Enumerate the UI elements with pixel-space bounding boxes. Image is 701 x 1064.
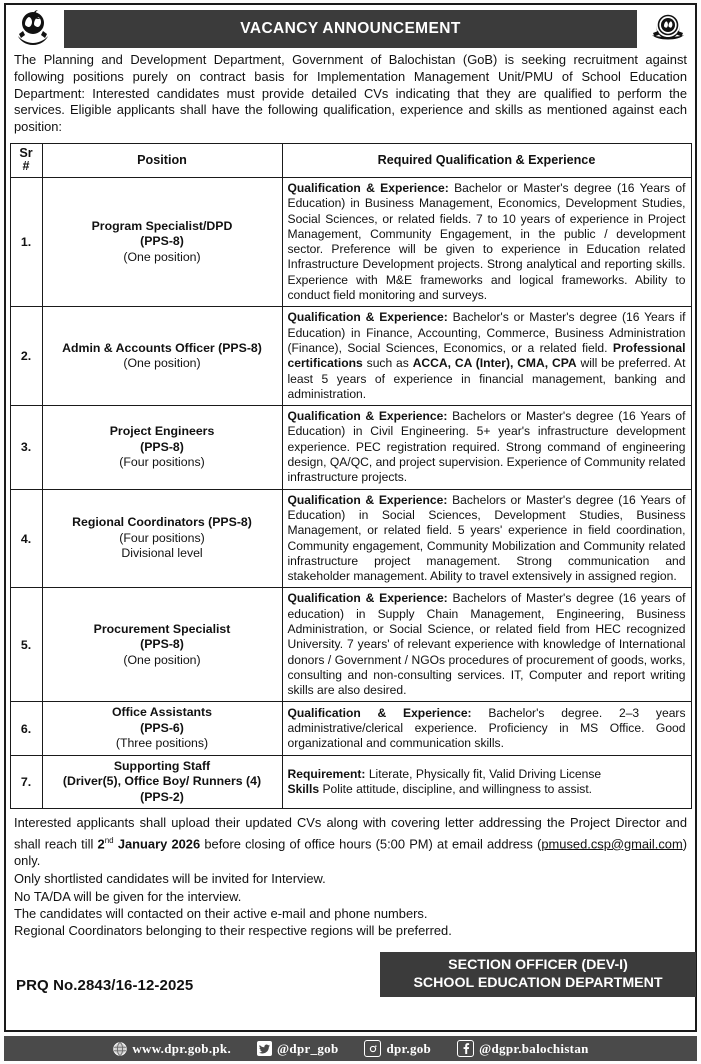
document-frame bbox=[4, 3, 697, 1032]
row-serial: 3. bbox=[10, 406, 42, 489]
requirement-text: Bachelors or Master's degree (16 Years of Education) in Civil Engineering. 5+ year's infrastructure development experience. PEC registration required. Strong command of engineering design, QA/QC, and project supervision. Experience of Community related infrastructure projects. bbox=[287, 409, 686, 485]
position-grade: (Driver(5), Office Boy/ Runners (4) bbox=[62, 774, 262, 789]
sr-header-line2: # bbox=[22, 159, 30, 174]
row-requirement bbox=[282, 406, 691, 489]
requirement-text: Bachelor's degree. 2–3 years administrative/clerical experience. Proficiency in MS Office. Good organizational and communication skills. bbox=[287, 705, 686, 751]
column-header-sr bbox=[10, 143, 42, 177]
facebook-label: @dgpr.balochistan bbox=[479, 1040, 589, 1056]
header bbox=[6, 5, 695, 51]
sr-header-line1: Sr bbox=[19, 145, 33, 160]
row-serial: 1. bbox=[10, 177, 42, 306]
note-line: Regional Coordinators belonging to their respective regions will be preferred. bbox=[14, 923, 452, 938]
position-count: (PPS-2) bbox=[140, 789, 184, 804]
government-of-pakistan-emblem bbox=[12, 8, 54, 50]
table-row bbox=[10, 588, 691, 702]
requirement-text: Bachelors of Master's degree (16 years of education) in Supply Chain Management, Engineering, Business Administration, or Social Science, or related field from HEC recognized University. 7 years' of relevant experience with knowledge of International donors / Government / NGOs procedures of procurement of goods, works, consulting and non-consulting services. IT, Computer and report writing skills are also desired. bbox=[287, 591, 686, 698]
deadline-day: 2 bbox=[97, 835, 105, 851]
social-link-facebook[interactable] bbox=[444, 1040, 602, 1057]
position-grade: (PPS-8) bbox=[140, 637, 184, 652]
position-title: Regional Coordinators (PPS-8) bbox=[72, 515, 252, 530]
page-title-banner: VACANCY ANNOUNCEMENT bbox=[64, 10, 637, 48]
contact-email[interactable]: pmused.csp@gmail.com bbox=[541, 835, 683, 851]
deadline-text-part1: Interested applicants shall upload their updated CVs along with covering letter addressing the Project Director and shall reach till bbox=[14, 815, 687, 851]
requirement-label: Qualification & Experience: bbox=[287, 310, 448, 325]
note-line: No TA/DA will be given for the interview. bbox=[14, 888, 242, 904]
row-requirement bbox=[282, 489, 691, 588]
column-header-position: Position bbox=[42, 143, 282, 177]
position-grade: (PPS-6) bbox=[140, 720, 184, 735]
row-position bbox=[42, 702, 282, 756]
requirement-text: Literate, Physically fit, Valid Driving License bbox=[365, 766, 602, 781]
social-media-bar bbox=[4, 1036, 697, 1061]
column-header-requirement: Required Qualification & Experience bbox=[282, 143, 691, 177]
issuing-officer-box bbox=[380, 952, 696, 997]
government-of-balochistan-emblem bbox=[647, 8, 689, 50]
requirement-label: Requirement: bbox=[287, 766, 366, 781]
deadline-ordinal-suffix: nd bbox=[104, 835, 114, 845]
officer-title: SECTION OFFICER (DEV-I) bbox=[448, 957, 628, 974]
row-position bbox=[42, 755, 282, 809]
requirement-label-2: Skills bbox=[287, 782, 320, 797]
row-position bbox=[42, 307, 282, 406]
row-serial: 7. bbox=[10, 755, 42, 809]
requirement-label: Qualification & Experience: bbox=[287, 492, 448, 507]
row-position bbox=[42, 177, 282, 306]
table-row bbox=[10, 406, 691, 489]
globe-icon bbox=[112, 1041, 127, 1056]
deadline-month-year: January 2026 bbox=[113, 835, 201, 851]
position-title: Project Engineers bbox=[109, 424, 215, 439]
position-count: (One position) bbox=[123, 249, 201, 264]
requirement-text: Bachelor's or Master's degree (16 Years if Education) in Finance, Accounting, Commerce, Business Administration (Finance), Social Sciences, Economics, or a related field. Professional certifications such as ACCA, CA (Inter), CMA, CPA will be preferred. At least 5 years of experience in financial management, banking and administration. bbox=[287, 310, 686, 401]
intro-paragraph: The Planning and Development Department, Government of Balochistan (GoB) is seeking recruitment against following positions purely on contract basis for Implementation Management Unit/PMU of School Education Department: Interested candidates must provide detailed CVs indicating that they are qualified to perform the services. Eligible applicants shall have the following qualification, experience and skills as mentioned against each position: bbox=[14, 52, 687, 135]
row-serial: 5. bbox=[10, 588, 42, 702]
table-row bbox=[10, 307, 691, 406]
position-count: (Three positions) bbox=[115, 736, 209, 751]
note-line: Only shortlisted candidates will be invited for Interview. bbox=[14, 871, 326, 887]
website-label: www.dpr.gob.pk. bbox=[132, 1040, 232, 1056]
signature-area bbox=[6, 952, 695, 997]
table-row bbox=[10, 702, 691, 756]
requirement-label: Qualification & Experience: bbox=[287, 591, 448, 606]
requirement-label: Qualification & Experience: bbox=[287, 180, 449, 195]
note-line: The candidates will contacted on their active e-mail and phone numbers. bbox=[14, 905, 428, 921]
position-title: Program Specialist/DPD bbox=[91, 218, 233, 233]
requirement-label: Qualification & Experience: bbox=[287, 409, 448, 424]
requirement-line-1 bbox=[288, 767, 686, 782]
position-title: Supporting Staff bbox=[113, 758, 211, 773]
table-header-row bbox=[10, 143, 691, 177]
position-title: Office Assistants bbox=[111, 705, 212, 720]
social-link-website[interactable] bbox=[99, 1041, 244, 1057]
position-count: (Four positions) bbox=[119, 455, 205, 470]
position-count: (One position) bbox=[123, 652, 201, 667]
social-link-twitter[interactable] bbox=[244, 1041, 351, 1057]
position-count: (Four positions) bbox=[119, 530, 205, 545]
position-extra: Divisional level bbox=[121, 546, 203, 561]
table-row bbox=[10, 489, 691, 588]
position-title: Procurement Specialist bbox=[93, 621, 231, 636]
application-notes bbox=[6, 809, 695, 942]
requirement-line-2 bbox=[288, 782, 686, 797]
deadline-text-part3: ) only. bbox=[14, 835, 687, 869]
row-requirement bbox=[282, 702, 691, 756]
row-position bbox=[42, 406, 282, 489]
requirement-text: Bachelors or Master's degree (16 Years of Education) in Social Sciences, Development Studies, Business Management, or related field. 5 years' experience in field coordination, Community engagement, Community Mobilization and Community related infrastructure project management. Strong communication and stakeholder management. Ability to travel extensively in assigned region. bbox=[287, 492, 686, 584]
requirement-text-2: Polite attitude, discipline, and willingness to assist. bbox=[319, 782, 593, 797]
positions-table bbox=[10, 143, 692, 810]
position-grade: (PPS-8) bbox=[140, 439, 184, 454]
row-position bbox=[42, 489, 282, 588]
row-position bbox=[42, 588, 282, 702]
position-title: Admin & Accounts Officer (PPS-8) bbox=[62, 340, 262, 355]
row-serial: 4. bbox=[10, 489, 42, 588]
twitter-label: @dpr_gob bbox=[277, 1040, 339, 1056]
prq-number: PRQ No.2843/16-12-2025 bbox=[16, 977, 194, 995]
table-row bbox=[10, 755, 691, 809]
row-serial: 2. bbox=[10, 307, 42, 406]
instagram-label: dpr.gob bbox=[386, 1040, 432, 1056]
position-grade: (PPS-8) bbox=[140, 234, 184, 249]
requirement-text: Bachelor or Master's degree (16 Years of Education) in Business Management, Economics, Development Studies, Social Sciences, or related fields. 7 to 10 years of experience in Project Management, Community Engagement, in the public / development sector. Preference will be given to experience in Education related Infrastructure Development projects. Strong analytical and reporting skills. Experience with M&E frameworks and logical frameworks. Ability to conduct field monitoring and surveys. bbox=[287, 180, 686, 303]
table-row bbox=[10, 177, 691, 306]
instagram-icon bbox=[364, 1040, 381, 1057]
deadline-paragraph bbox=[14, 814, 687, 869]
position-count: (One position) bbox=[123, 356, 201, 371]
facebook-icon bbox=[457, 1040, 474, 1057]
deadline-text-part2: before closing of office hours (5:00 PM) at email address ( bbox=[200, 835, 542, 851]
social-link-instagram[interactable] bbox=[351, 1040, 444, 1057]
officer-department: SCHOOL EDUCATION DEPARTMENT bbox=[413, 975, 663, 992]
row-requirement bbox=[282, 588, 691, 702]
row-requirement bbox=[282, 307, 691, 406]
row-requirement bbox=[282, 177, 691, 306]
requirement-label: Qualification & Experience: bbox=[287, 705, 472, 720]
row-serial: 6. bbox=[10, 702, 42, 756]
twitter-icon bbox=[257, 1041, 272, 1056]
row-requirement bbox=[282, 755, 691, 809]
